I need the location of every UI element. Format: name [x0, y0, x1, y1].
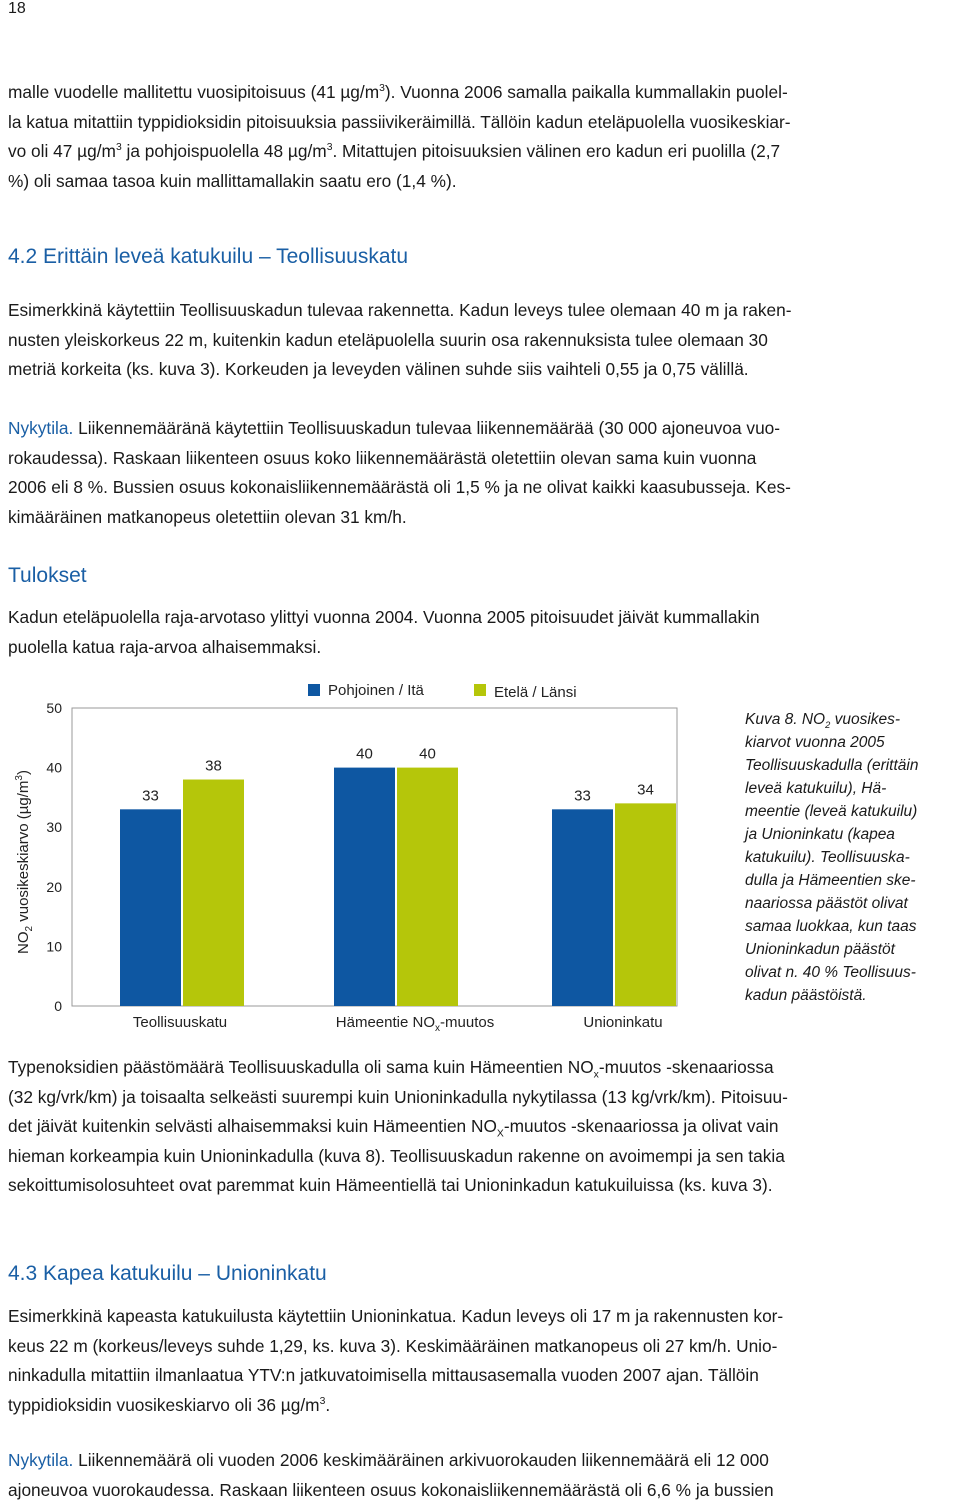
- bar-value-label: 40: [419, 745, 436, 763]
- nykytila-label-4-3: Nykytila.: [8, 1450, 74, 1470]
- y-tick-label: 0: [54, 998, 62, 1014]
- legend-swatch-south: [474, 684, 486, 696]
- figure-caption: Kuva 8. $NO_2$ vuosikes- kiarvot vuonna 2005 Teollisuuskadulla (erittäin leveä katukuilu), Hä- meentie (leveä katukuilu) ja Unioninkatu (kapea katukuilu). Teollisuuska- dulla ja Hämeentien ske- naariossa päästöt olivat samaa luokkaa, kun taas Unioninkadun päästöt olivat n. 40 % Teollisuus- kadun päästöistä.: [745, 711, 919, 1004]
- category-label-unioninkatu: Unioninkatu: [583, 1014, 663, 1031]
- bar-south-0: [183, 780, 244, 1006]
- results-paragraph: Kadun eteläpuolella raja-arvotaso ylittyi vuonna 2004. Vuonna 2005 pitoisuudet jäivät kummallakin puolella katua raja-arvoa alhaisemmaksi.: [8, 607, 760, 657]
- legend-swatch-north: [308, 684, 320, 696]
- no2-bar-chart: [0, 672, 740, 1042]
- bar-value-label: 34: [637, 781, 654, 799]
- post-chart-paragraph: Typenoksidien päästömäärä Teollisuuskadulla oli sama kuin Hämeentien $NO_x$-muutos -skenaariossa (32 kg/vrk/km) ja toisaalta selkeästi suurempi kuin Unioninkadulla nykytilassa (13 kg/vrk/km). Pitoisuu- det jäivät kuitenkin selvästi alhaisemmaksi kuin Hämeentien $NO_X$-muutos -skenaariossa ja olivat vain hieman korkeampia kuin Unioninkadulla (kuva 8). Teollisuuskadun rakenne on avoimempi ja sen takia sekoittumisolosuhteet ovat paremmat kuin Hämeentiellä tai Unioninkadun katukuiluissa (ks. kuva 3).: [8, 1057, 788, 1196]
- bar-value-label: 33: [142, 787, 159, 805]
- bar-south-2: [615, 803, 676, 1006]
- y-tick-label: 40: [46, 759, 62, 776]
- section-heading-4-3: 4.3 Kapea katukuilu – Unioninkatu: [8, 1262, 327, 1285]
- legend-label-south: Etelä / Länsi: [494, 684, 577, 701]
- bar-south-1: [397, 768, 458, 1006]
- nykytila-paragraph-4-3: Nykytila. Liikennemäärä oli vuoden 2006 keskimääräinen arkivuorokauden liikennemäärä eli 12 000 ajoneuvoa vuorokaudessa. Raskaan liikenteen osuus kokonaisliikennemäärästä oli 6,6 % ja bussien: [8, 1450, 774, 1500]
- bar-north-2: [552, 809, 613, 1006]
- section-4-3-paragraph: Esimerkkinä kapeasta katukuilusta käytettiin Unioninkatua. Kadun leveys oli 17 m ja rakennusten kor- keus 22 m (korkeus/leveys suhde 1,29, ks. kuva 3). Keskimääräinen matkanopeus oli 27 km/h. Unio- ninkadulla mitattiin ilmanlaatua YTV:n jatkuvatoimisella mittausasemalla vuoden 2007 ajan. Tällöin typpidioksidin vuosikeskiarvo oli 36 $\mu g/m^3$.: [8, 1306, 784, 1415]
- results-heading: Tulokset: [8, 564, 87, 587]
- bar-value-label: 33: [574, 787, 591, 805]
- legend: [308, 682, 577, 701]
- bar-value-label: 38: [205, 757, 222, 775]
- page-number: 18: [8, 0, 26, 17]
- nykytila-label: Nykytila.: [8, 418, 74, 438]
- y-axis-ticks: [46, 700, 62, 1014]
- section-4-2-paragraph: Esimerkkinä käytettiin Teollisuuskadun tulevaa rakennetta. Kadun leveys tulee olemaan 40 m ja raken- nusten yleiskorkeus 22 m, kuitenkin kadun eteläpuolella suurin osa rakennuksista tulee olemaan 30 metriä korkeita (ks. kuva 3). Korkeuden ja leveyden välinen suhde siis vaihteli 0,55 ja 0,75 välillä.: [8, 300, 792, 380]
- y-tick-label: 30: [46, 819, 62, 836]
- y-tick-label: 20: [46, 878, 62, 895]
- y-tick-label: 50: [46, 700, 62, 716]
- y-tick-label: 10: [46, 938, 62, 955]
- bar-series: [120, 768, 676, 1006]
- section-heading-4-2: 4.2 Erittäin leveä katukuilu – Teollisuuskatu: [8, 245, 409, 268]
- category-label-hameentie: Hämeentie $NO_x$-muutos: [335, 1014, 495, 1034]
- intro-paragraph: malle vuodelle mallitettu vuosipitoisuus (41 $\mu g/m^3$). Vuonna 2006 samalla paikalla kummallakin puolel- la katua mitattiin typpidioksidin pitoisuuksia passiivikeräimillä. Tällöin kadun eteläpuolella vuosikeskiar- vo oli 47 $\mu g/m^3$ ja pohjoispuolella 48 $\mu g/m^3$. Mitattujen pitoisuuksien välinen ero kadun eri puolilla (2,7 %) oli samaa tasoa kuin mallittamallakin saatu ero (1,4 %).: [8, 82, 791, 191]
- bar-north-1: [334, 768, 395, 1006]
- y-axis-title: $NO_2$ vuosikeskiarvo $(\mu g/m^3)$: [14, 770, 35, 954]
- legend-label-north: Pohjoinen / Itä: [328, 682, 424, 699]
- category-label-teollisuuskatu: Teollisuuskatu: [132, 1014, 228, 1031]
- bar-value-label: 40: [356, 745, 373, 763]
- bar-north-0: [120, 809, 181, 1006]
- nykytila-paragraph: Nykytila. Liikennemääränä käytettiin Teollisuuskadun tulevaa liikennemäärää (30 000 ajoneuvoa vuo- rokaudessa). Raskaan liikenteen osuus koko liikennemäärästä oletettiin olevan sama kuin vuonna 2006 eli 8 %. Bussien osuus kokonaisliikennemäärästä oli 1,5 % ja ne olivat kaikki kaasubusseja. Kes- kimääräinen matkanopeus oletettiin olevan 31 km/h.: [8, 418, 791, 527]
